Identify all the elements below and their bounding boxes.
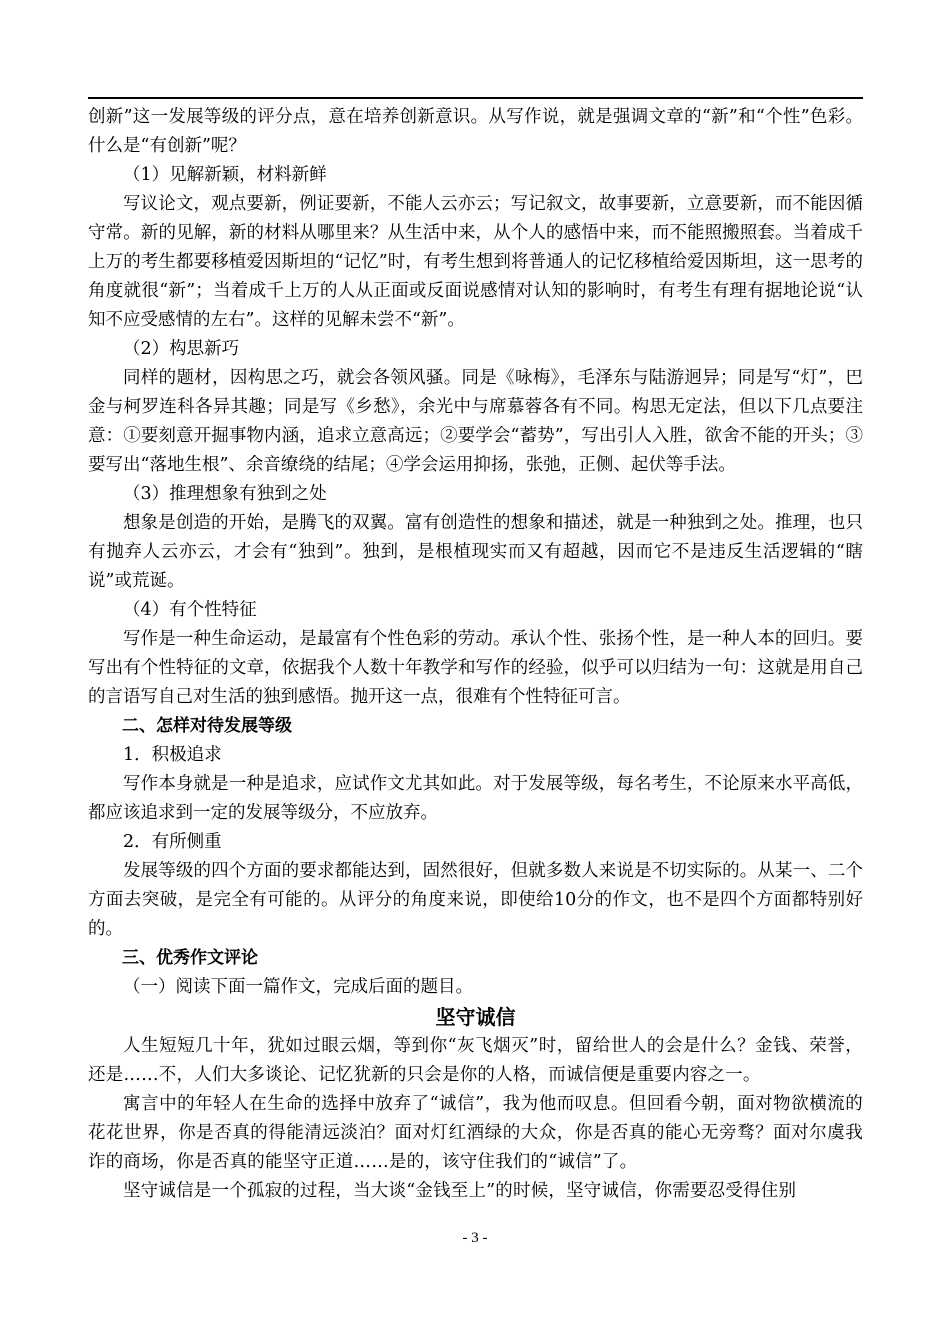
essay-paragraph: 寓言中的年轻人在生命的选择中放弃了“诚信”，我为他而叹息。但回看今朝，面对物欲横流的花花世界，你是否真的得能清远淡泊？面对灯红酒绿的大众，你是否真的能心无旁骛？面对尔虞我诈的商场，你是否真的能坚守正道……是的，该守住我们的“诚信”了。 (88, 1094, 863, 1172)
paragraph: 写议论文，观点要新，例证要新，不能人云亦云；写记叙文，故事要新，立意要新，而不能因循守常。新的见解，新的材料从哪里来？从生活中来，从个人的感悟中来，而不能照搬照套。当着成千上万的考生都要移植爱因斯坦的“记忆”时，有考生想到将普通人的记忆移植给爱因斯坦，这一思考的角度就很“新”；当着成千上万的人从正面或反面说感情对认知的影响时，有考生有理有据地论说“认知不应受感情的左右”。这样的见解未尝不“新”。 (88, 194, 863, 330)
essay-title: 坚守诚信 (435, 1005, 516, 1029)
subheading: （一）阅读下面一篇作文，完成后面的题目。 (123, 977, 473, 997)
paragraph: 发展等级的四个方面的要求都能达到，固然很好，但就多数人来说是不切实际的。从某一、二个方面去突破，是完全有可能的。从评分的角度来说，即使给10分的作文，也不是四个方面都特别好的。 (88, 861, 863, 939)
subheading: （2）构思新巧 (123, 339, 240, 359)
page-content (88, 103, 863, 1206)
paragraph: 写作本身就是一种是追求，应试作文尤其如此。对于发展等级，每名考生，不论原来水平高低，都应该追求到一定的发展等级分，不应放弃。 (88, 774, 863, 823)
subheading: 2．有所侧重 (123, 832, 222, 852)
essay-paragraph: 坚守诚信是一个孤寂的过程，当大谈“金钱至上”的时候，坚守诚信，你需要忍受得住别 (123, 1181, 797, 1201)
essay-paragraph: 人生短短几十年，犹如过眼云烟，等到你“灰飞烟灭”时，留给世人的会是什么？金钱、荣誉，还是……不，人们大多谈论、记忆犹新的只会是你的人格，而诚信便是重要内容之一。 (88, 1036, 863, 1085)
subheading: （3）推理想象有独到之处 (123, 484, 327, 504)
page-number: - 3 - (462, 1230, 488, 1246)
subheading: （1）见解新颖，材料新鲜 (123, 165, 327, 185)
paragraph: 创新”这一发展等级的评分点，意在培养创新意识。从写作说，就是强调文章的“新”和“个性”色彩。什么是“有创新”呢？ (88, 107, 863, 156)
section-heading: 二、怎样对待发展等级 (122, 716, 292, 736)
header-rule (88, 97, 863, 99)
subheading: 1．积极追求 (123, 745, 222, 765)
paragraph: 写作是一种生命运动，是最富有个性色彩的劳动。承认个性、张扬个性，是一种人本的回归。要写出有个性特征的文章，依据我个人数十年教学和写作的经验，似乎可以归结为一句：这就是用自己的言语写自己对生活的独到感悟。抛开这一点，很难有个性特征可言。 (88, 629, 863, 707)
subheading: （4）有个性特征 (123, 600, 257, 620)
paragraph: 想象是创造的开始，是腾飞的双翼。富有创造性的想象和描述，就是一种独到之处。推理，也只有抛弃人云亦云，才会有“独到”。独到，是根植现实而又有超越，因而它不是违反生活逻辑的“瞎说”或荒诞。 (88, 513, 863, 591)
paragraph: 同样的题材，因构思之巧，就会各领风骚。同是《咏梅》，毛泽东与陆游迥异；同是写“灯”，巴金与柯罗连科各异其趣；同是写《乡愁》，余光中与席慕蓉各有不同。构思无定法，但以下几点要注意：①要刻意开掘事物内涵，追求立意高远；②要学会“蓄势”，写出引人入胜，欲舍不能的开头；③要写出“落地生根”、余音缭绕的结尾；④学会运用抑扬，张弛，正侧、起伏等手法。 (88, 368, 863, 475)
section-heading: 三、优秀作文评论 (122, 948, 258, 968)
